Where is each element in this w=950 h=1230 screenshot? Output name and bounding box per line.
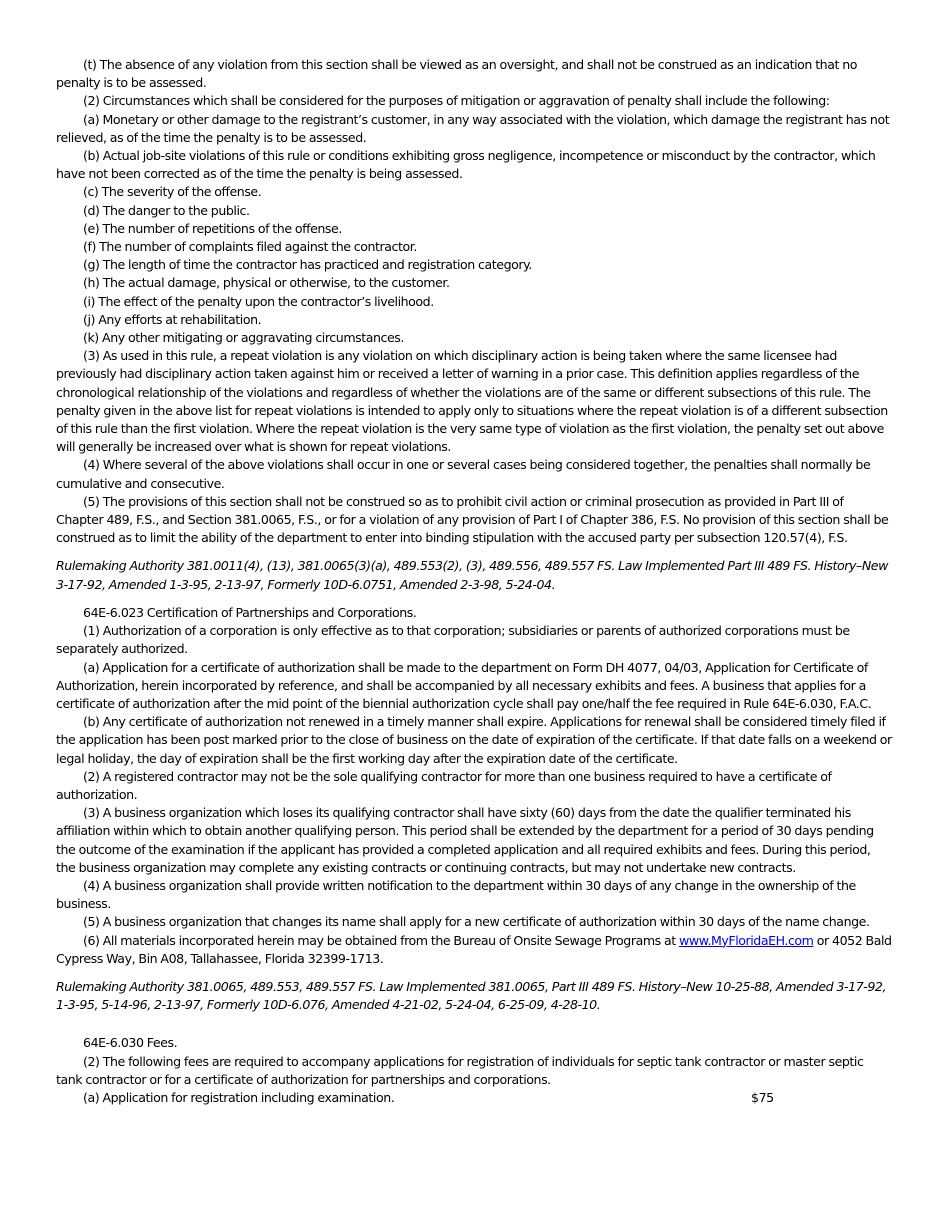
cert-paragraph-1b: (b) Any certificate of authorization not renewed in a timely manner shall expire. Applications for renewal shall be considered timely filed if the application has been post marked prior to the close of business on the date of expiration of the certificate. If that date falls on a weekend or legal holiday, the day of expiration shall be the first working day after the expiration date of the certificate.	[56, 714, 892, 766]
cert-paragraph-1: (1) Authorization of a corporation is only effective as to that corporation; subsidiaries or parents of authorized corporations must be separately authorized.	[56, 623, 850, 657]
paragraph-t: (t) The absence of any violation from this section shall be viewed as an oversight, and shall not be construed as an indication that no penalty is to be assessed.	[56, 57, 858, 91]
paragraph-2k: (k) Any other mitigating or aggravating circumstances.	[83, 330, 404, 346]
myfloridaeh-link[interactable]: www.MyFloridaEH.com	[679, 932, 814, 948]
section-title-6-030: 64E-6.030 Fees.	[83, 1035, 178, 1051]
paragraph-2e: (e) The number of repetitions of the offense.	[83, 220, 342, 236]
history-note-6-022: Rulemaking Authority 381.0011(4), (13), 381.0065(3)(a), 489.553(2), (3), 489.556, 489.557 FS. Law Implemented Part III 489 FS. History–New 3-17-92, Amended 1-3-95, 2-13-97, Formerly 10D-6.0751, Amended 2-3-98, 5-24-04.	[56, 558, 888, 592]
paragraph-2a: (a) Monetary or other damage to the registrant’s customer, in any way associated with the violation, which damage the registrant has not relieved, as of the time the penalty is to be assessed.	[56, 111, 890, 145]
paragraph-2: (2) Circumstances which shall be considered for the purposes of mitigation or aggravation of penalty shall include the following:	[83, 93, 830, 109]
paragraph-2c: (c) The severity of the offense.	[83, 184, 262, 200]
fee-amount: $75	[751, 1089, 774, 1105]
cert-paragraph-6-address: or 4052 Bald Cypress Way, Bin A08, Tallahassee, Florida 32399-1713.	[56, 932, 892, 966]
cert-paragraph-4: (4) A business organization shall provide written notification to the department within 30 days of any change in the ownership of the business.	[56, 877, 856, 912]
cert-paragraph-5: (5) A business organization that changes its name shall apply for a new certificate of authorization within 30 days of the name change.	[83, 914, 870, 930]
cert-paragraph-6-text: (6) All materials incorporated herein may be obtained from the Bureau of Onsite Sewage Programs at	[83, 932, 680, 948]
paragraph-2b: (b) Actual job-site violations of this rule or conditions exhibiting gross negligence, incompetence or misconduct by the contractor, which have not been corrected as of the time the penalty is being assessed.	[56, 148, 876, 182]
document-page	[56, 56, 892, 1107]
paragraph-2i: (i) The effect of the penalty upon the contractor’s livelihood.	[83, 293, 434, 309]
paragraph-2h: (h) The actual damage, physical or otherwise, to the customer.	[83, 275, 450, 291]
cert-paragraph-1a: (a) Application for a certificate of authorization shall be made to the department on Form DH 4077, 04/03, Application for Certificate of Authorization, herein incorporated by reference, and shall be accompanied by all necessary exhibits and fees. A business that applies for a certificate of authorization after the mid point of the biennial authorization cycle shall pay one/half the fee required in Rule 64E-6.030, F.A.C.	[56, 659, 872, 711]
paragraph-5: (5) The provisions of this section shall not be construed so as to prohibit civil action or criminal prosecution as provided in Part III of Chapter 489, F.S., and Section 381.0065, F.S., or for a violation of any provision of Part I of Chapter 386, F.S. No provision of this section shall be construed as to limit the ability of the department to enter into binding stipulation with the accused party per subsection 120.57(4), F.S.	[56, 493, 889, 546]
cert-paragraph-3: (3) A business organization which loses its qualifying contractor shall have sixty (60) days from the date the qualifier terminated his affiliation within which to obtain another qualifying person. This period shall be extended by the department for a period of 30 days pending the outcome of the examination if the applicant has provided a completed application and all required exhibits and fees. During this period, the business organization may complete any existing contracts or continuing contracts, but may not undertake new contracts.	[56, 805, 874, 875]
history-note-6-023: Rulemaking Authority 381.0065, 489.553, 489.557 FS. Law Implemented 381.0065, Part III 489 FS. History–New 10-25-88, Amended 3-17-92, 1-3-95, 5-14-96, 2-13-97, Formerly 10D-6.076, Amended 4-21-02, 5-24-04, 6-25-09, 4-28-10.	[56, 978, 887, 1013]
paragraph-3: (3) As used in this rule, a repeat violation is any violation on which disciplinary action is being taken where the same licensee had previously had disciplinary action taken against him or received a letter of warning in a prior case. This definition applies regardless of the chronological relationship of the violations and regardless of whether the violations are of the same or different subsections of this rule. The penalty given in the above list for repeat violations is intended to apply only to situations where the repeat violation is of a different subsection of this rule than the first violation. Where the repeat violation is the very same type of violation as the first violation, the penalty set out above will generally be increased over what is shown for repeat violations.	[56, 348, 888, 455]
paragraph-4: (4) Where several of the above violations shall occur in one or several cases being considered together, the penalties shall normally be cumulative and consecutive.	[56, 457, 871, 491]
cert-paragraph-6	[56, 932, 892, 968]
paragraph-2f: (f) The number of complaints filed against the contractor.	[83, 239, 417, 255]
paragraph-2d: (d) The danger to the public.	[83, 202, 250, 218]
fee-row-registration	[56, 1089, 892, 1107]
paragraph-2g: (g) The length of time the contractor has practiced and registration category.	[83, 257, 532, 273]
fee-label: (a) Application for registration including examination.	[83, 1089, 395, 1105]
section-title-6-023: 64E-6.023 Certification of Partnerships and Corporations.	[83, 604, 417, 620]
fees-paragraph-2: (2) The following fees are required to accompany applications for registration of individuals for septic tank contractor or master septic tank contractor or for a certificate of authorization for partnerships and corporations.	[56, 1053, 864, 1087]
paragraph-2j: (j) Any efforts at rehabilitation.	[83, 311, 262, 327]
cert-paragraph-2: (2) A registered contractor may not be the sole qualifying contractor for more than one business required to have a certificate of authorization.	[56, 768, 832, 802]
